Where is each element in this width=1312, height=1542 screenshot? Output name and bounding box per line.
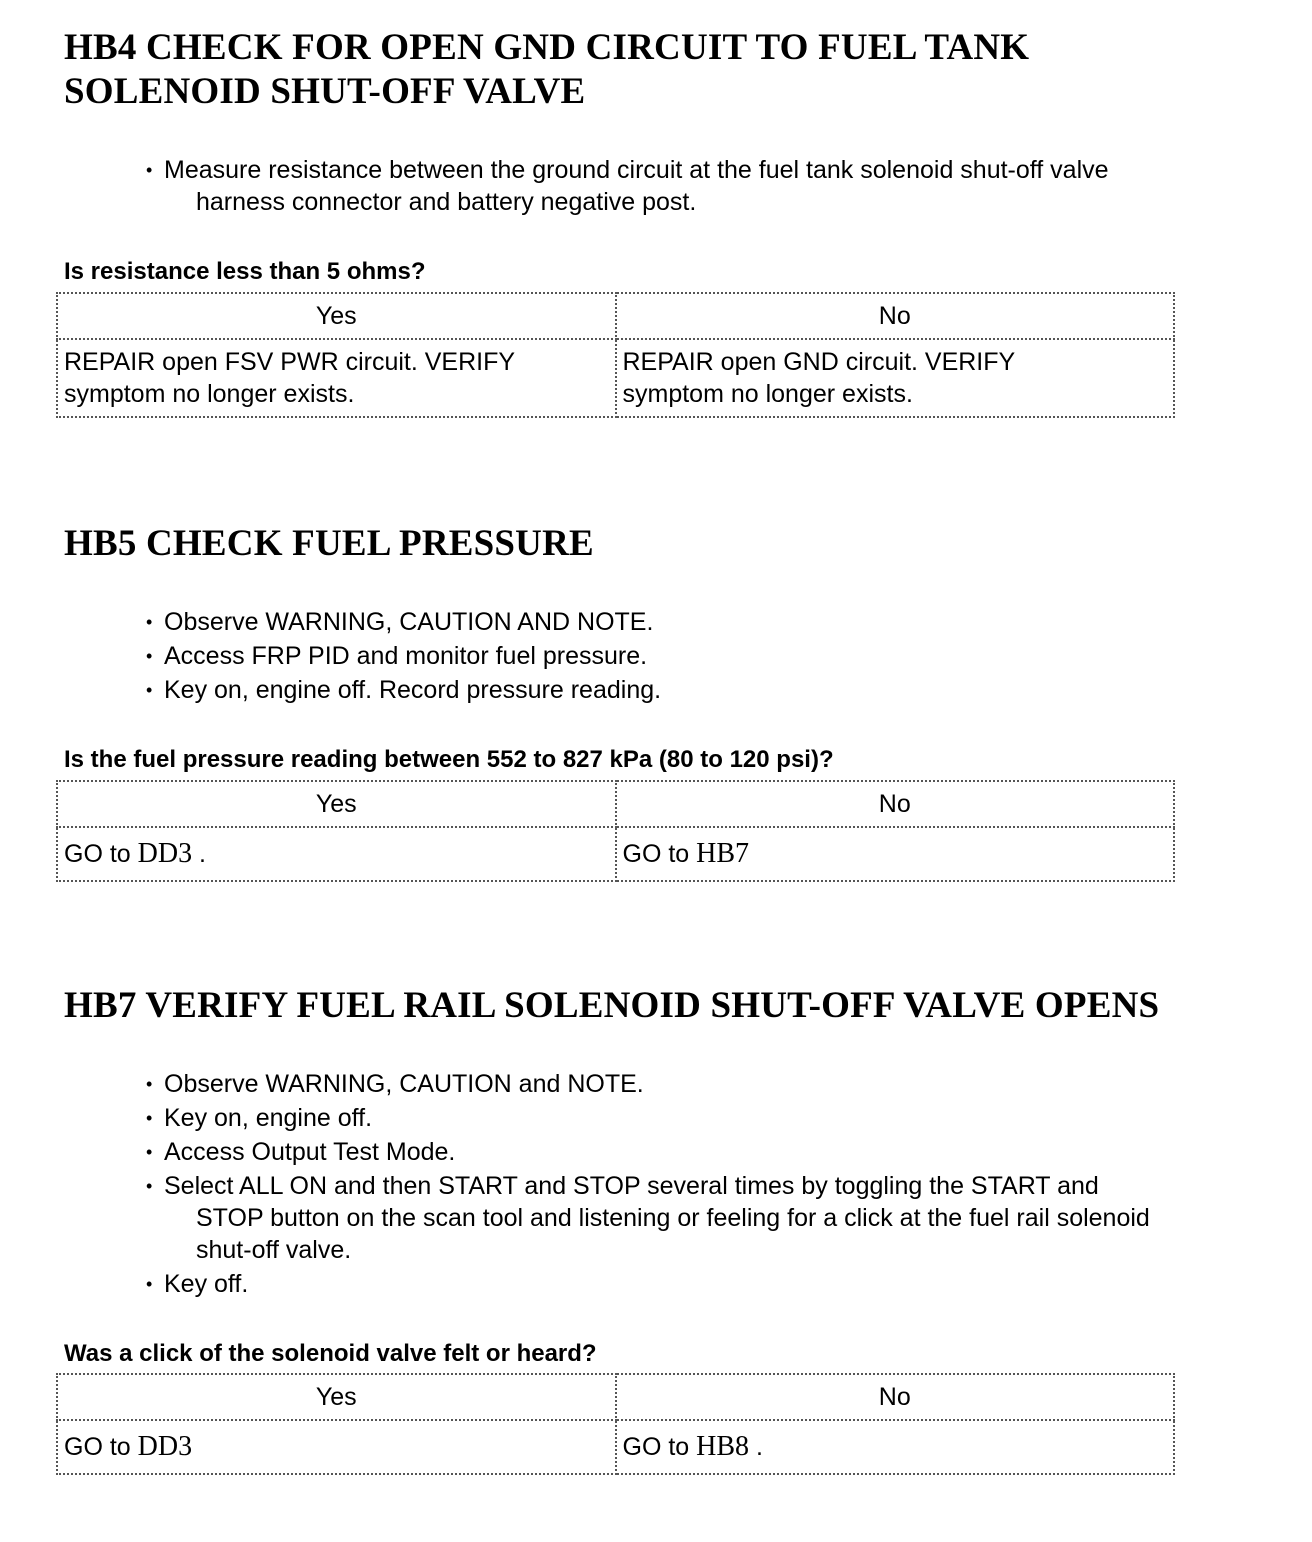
hb5-bullet-text: Key on, engine off. Record pressure reading. xyxy=(164,676,662,704)
hb7-answer-table xyxy=(56,1373,1175,1475)
hb4-yes-action xyxy=(57,339,616,417)
hb7-question: Was a click of the solenoid valve felt or heard? xyxy=(64,1340,597,1367)
hb4-question: Is resistance less than 5 ohms? xyxy=(64,258,426,285)
hb4-heading-line2: SOLENOID SHUT-OFF VALVE xyxy=(64,71,586,112)
bullet-icon: • xyxy=(146,612,153,632)
hb4-yes-header: Yes xyxy=(57,293,616,339)
hb7-bullet-text: Access Output Test Mode. xyxy=(164,1138,456,1166)
bullet-icon: • xyxy=(146,680,153,700)
hb7-no-action xyxy=(616,1420,1175,1474)
hb7-long-line2: STOP button on the scan tool and listening or feeling for a click at the fuel rail solenoid xyxy=(196,1204,1150,1232)
hb7-long-line3: shut-off valve. xyxy=(196,1236,352,1264)
hb7-bullet xyxy=(146,1136,1150,1168)
hb4-heading-line1: HB4 CHECK FOR OPEN GND CIRCUIT TO FUEL TANK xyxy=(64,27,1030,68)
hb7-bullet-text: Key off. xyxy=(164,1270,249,1298)
hb4-bullet xyxy=(146,154,1109,218)
hb7-no-suffix: . xyxy=(749,1433,763,1461)
hb5-yes-action xyxy=(57,827,616,881)
hb5-no-link[interactable]: HB7 xyxy=(696,838,750,869)
hb5-bullet-text: Observe WARNING, CAUTION AND NOTE. xyxy=(164,608,654,636)
hb5-no-action xyxy=(616,827,1175,881)
hb7-no-link[interactable]: HB8 xyxy=(696,1431,750,1462)
hb7-bullet xyxy=(146,1268,1150,1300)
bullet-icon: • xyxy=(146,1274,153,1294)
hb4-no-action xyxy=(616,339,1175,417)
hb5-no-header: No xyxy=(616,781,1175,827)
hb5-bullet xyxy=(146,640,661,672)
hb5-instructions xyxy=(146,606,661,706)
hb7-bullet-text: Key on, engine off. xyxy=(164,1104,373,1132)
hb4-answer-table xyxy=(56,292,1175,418)
hb7-bullet xyxy=(146,1102,1150,1134)
hb7-no-header: No xyxy=(616,1374,1175,1420)
hb4-bullet-line1: Measure resistance between the ground circuit at the fuel tank solenoid shut-off valve xyxy=(164,156,1109,184)
hb4-no-line1: REPAIR open GND circuit. VERIFY xyxy=(622,348,1016,376)
hb5-bullet-text: Access FRP PID and monitor fuel pressure. xyxy=(164,642,648,670)
hb4-heading xyxy=(64,26,1029,114)
hb4-yes-line2: symptom no longer exists. xyxy=(64,380,355,408)
bullet-icon: • xyxy=(146,1074,153,1094)
hb5-question: Is the fuel pressure reading between 552 to 827 kPa (80 to 120 psi)? xyxy=(64,746,834,773)
hb7-long-line1: Select ALL ON and then START and STOP several times by toggling the START and xyxy=(164,1172,1099,1200)
hb7-instructions xyxy=(146,1068,1150,1300)
hb5-answer-table xyxy=(56,780,1175,882)
hb4-bullet-line2: harness connector and battery negative post. xyxy=(196,188,697,216)
hb7-bullet-long xyxy=(146,1170,1150,1266)
hb7-yes-action xyxy=(57,1420,616,1474)
hb4-no-line2: symptom no longer exists. xyxy=(622,380,913,408)
hb5-no-prefix: GO to xyxy=(622,840,697,868)
bullet-icon: • xyxy=(146,1142,153,1162)
bullet-icon: • xyxy=(146,1176,153,1196)
bullet-icon: • xyxy=(146,160,153,180)
hb7-yes-prefix: GO to xyxy=(64,1433,138,1461)
hb4-instructions xyxy=(146,154,1109,218)
hb5-yes-prefix: GO to xyxy=(64,840,138,868)
bullet-icon: • xyxy=(146,646,153,666)
hb5-heading: HB5 CHECK FUEL PRESSURE xyxy=(64,523,594,564)
hb7-yes-header: Yes xyxy=(57,1374,616,1420)
hb5-yes-header: Yes xyxy=(57,781,616,827)
hb7-heading: HB7 VERIFY FUEL RAIL SOLENOID SHUT-OFF VALVE OPENS xyxy=(64,985,1160,1026)
hb7-bullet-text: Observe WARNING, CAUTION and NOTE. xyxy=(164,1070,644,1098)
hb4-no-header: No xyxy=(616,293,1175,339)
hb7-no-prefix: GO to xyxy=(622,1433,697,1461)
hb5-yes-suffix: . xyxy=(192,840,206,868)
hb7-bullet xyxy=(146,1068,1150,1100)
hb5-bullet xyxy=(146,674,661,706)
hb5-yes-link[interactable]: DD3 xyxy=(137,838,193,869)
hb7-yes-link[interactable]: DD3 xyxy=(137,1431,193,1462)
bullet-icon: • xyxy=(146,1108,153,1128)
hb5-bullet xyxy=(146,606,661,638)
hb4-yes-line1: REPAIR open FSV PWR circuit. VERIFY xyxy=(64,348,516,376)
